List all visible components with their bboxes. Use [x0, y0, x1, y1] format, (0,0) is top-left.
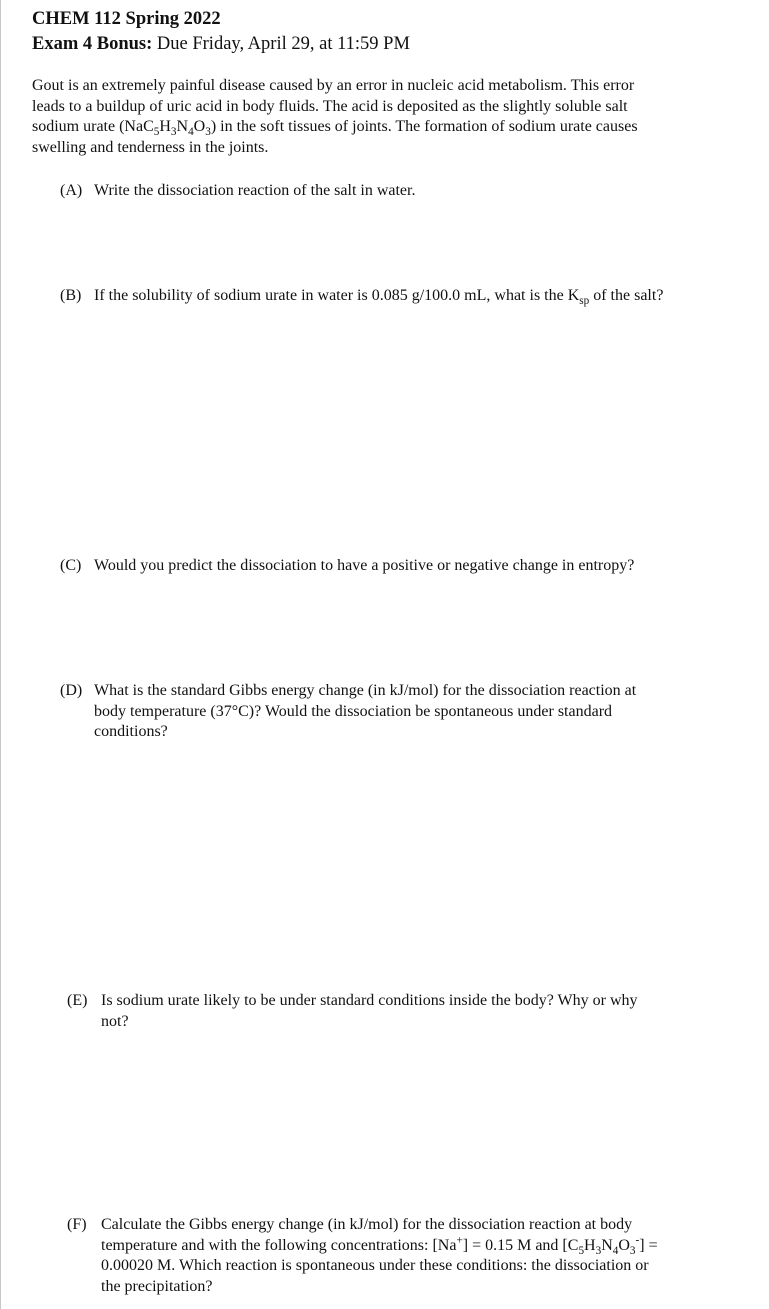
question-line-part: ] = — [639, 1236, 658, 1254]
ksp-subscript: sp — [579, 295, 590, 308]
question-text — [94, 181, 415, 202]
question-line: the precipitation? — [101, 1277, 213, 1295]
question-line: Would you predict the dissociation to have a positive or negative change in entropy? — [94, 557, 635, 574]
formula-sub: 3 — [595, 1244, 602, 1257]
question-line: Is sodium urate likely to be under standard conditions inside the body? Why or why — [101, 992, 638, 1009]
question-line: Calculate the Gibbs energy change (in kJ/mol) for the dissociation reaction at body — [101, 1216, 633, 1233]
intro-text: ) in the soft tissues of joints. The formation of sodium urate causes — [210, 118, 638, 135]
formula-sub: 3 — [205, 126, 211, 139]
intro-line-1: Gout is an extremely painful disease caused by an error in nucleic acid metabolism. This error — [32, 77, 635, 94]
question-f — [67, 1215, 658, 1297]
question-text — [94, 556, 634, 577]
charge-superscript: + — [456, 1234, 463, 1247]
question-label: (D) — [60, 682, 83, 699]
formula-sub: 3 — [170, 126, 177, 139]
question-label: (B) — [60, 287, 82, 304]
formula-part: N — [176, 118, 189, 135]
formula-sub: 3 — [629, 1244, 636, 1257]
formula-sub: 4 — [612, 1244, 619, 1257]
question-line-part: If the solubility of sodium urate in water is 0.085 g/100.0 mL, what is the K — [94, 287, 580, 304]
charge-superscript: - — [635, 1234, 640, 1247]
question-line-part: of the salt? — [589, 287, 664, 304]
question-a — [60, 181, 415, 202]
question-label: (C) — [60, 557, 82, 574]
question-e — [67, 991, 638, 1032]
question-line: conditions? — [94, 723, 168, 740]
question-b — [60, 286, 663, 307]
question-line — [101, 1236, 658, 1257]
question-line: Write the dissociation reaction of the salt in water. — [94, 182, 416, 199]
question-line: 0.00020 M. Which reaction is spontaneous under these conditions: the dissociation or — [101, 1257, 649, 1274]
question-line-part: H — [584, 1236, 596, 1254]
formula-part: sodium urate (NaC — [32, 118, 154, 135]
course-title: CHEM 112 Spring 2022 — [32, 9, 221, 29]
question-line-part: ] = 0.15 M and [C — [462, 1236, 579, 1254]
exam-label: Exam 4 Bonus: — [32, 34, 153, 54]
question-text — [94, 286, 663, 307]
question-text — [101, 991, 638, 1032]
intro-line-3 — [32, 117, 732, 138]
formula-part: H — [159, 118, 171, 135]
intro-line-4: swelling and tenderness in the joints. — [32, 138, 269, 156]
question-d — [60, 681, 636, 743]
question-text — [94, 681, 636, 743]
question-text — [101, 1215, 658, 1297]
question-line-part: O — [618, 1236, 630, 1254]
formula-sub: 5 — [153, 126, 160, 139]
question-line — [94, 286, 663, 307]
formula-sub: 5 — [578, 1244, 585, 1257]
question-label: (F) — [67, 1216, 87, 1233]
intro-paragraph — [32, 76, 732, 158]
question-c — [60, 556, 634, 577]
exam-due-line — [32, 32, 410, 56]
question-label: (E) — [67, 992, 88, 1009]
due-date-text: Due Friday, April 29, at 11:59 PM — [152, 34, 410, 54]
formula-part: O — [193, 118, 206, 135]
formula-sub: 4 — [188, 126, 194, 139]
question-line: body temperature (37°C)? Would the dissociation be spontaneous under standard — [94, 702, 613, 720]
question-line: What is the standard Gibbs energy change (in kJ/mol) for the dissociation reaction at — [94, 682, 637, 699]
question-line-part: temperature and with the following concentrations: [Na — [101, 1236, 457, 1254]
question-label: (A) — [60, 182, 83, 199]
question-line-part: N — [601, 1236, 613, 1254]
intro-line-2: leads to a buildup of uric acid in body fluids. The acid is deposited as the slightly soluble salt — [32, 97, 628, 115]
question-line: not? — [101, 1012, 129, 1030]
